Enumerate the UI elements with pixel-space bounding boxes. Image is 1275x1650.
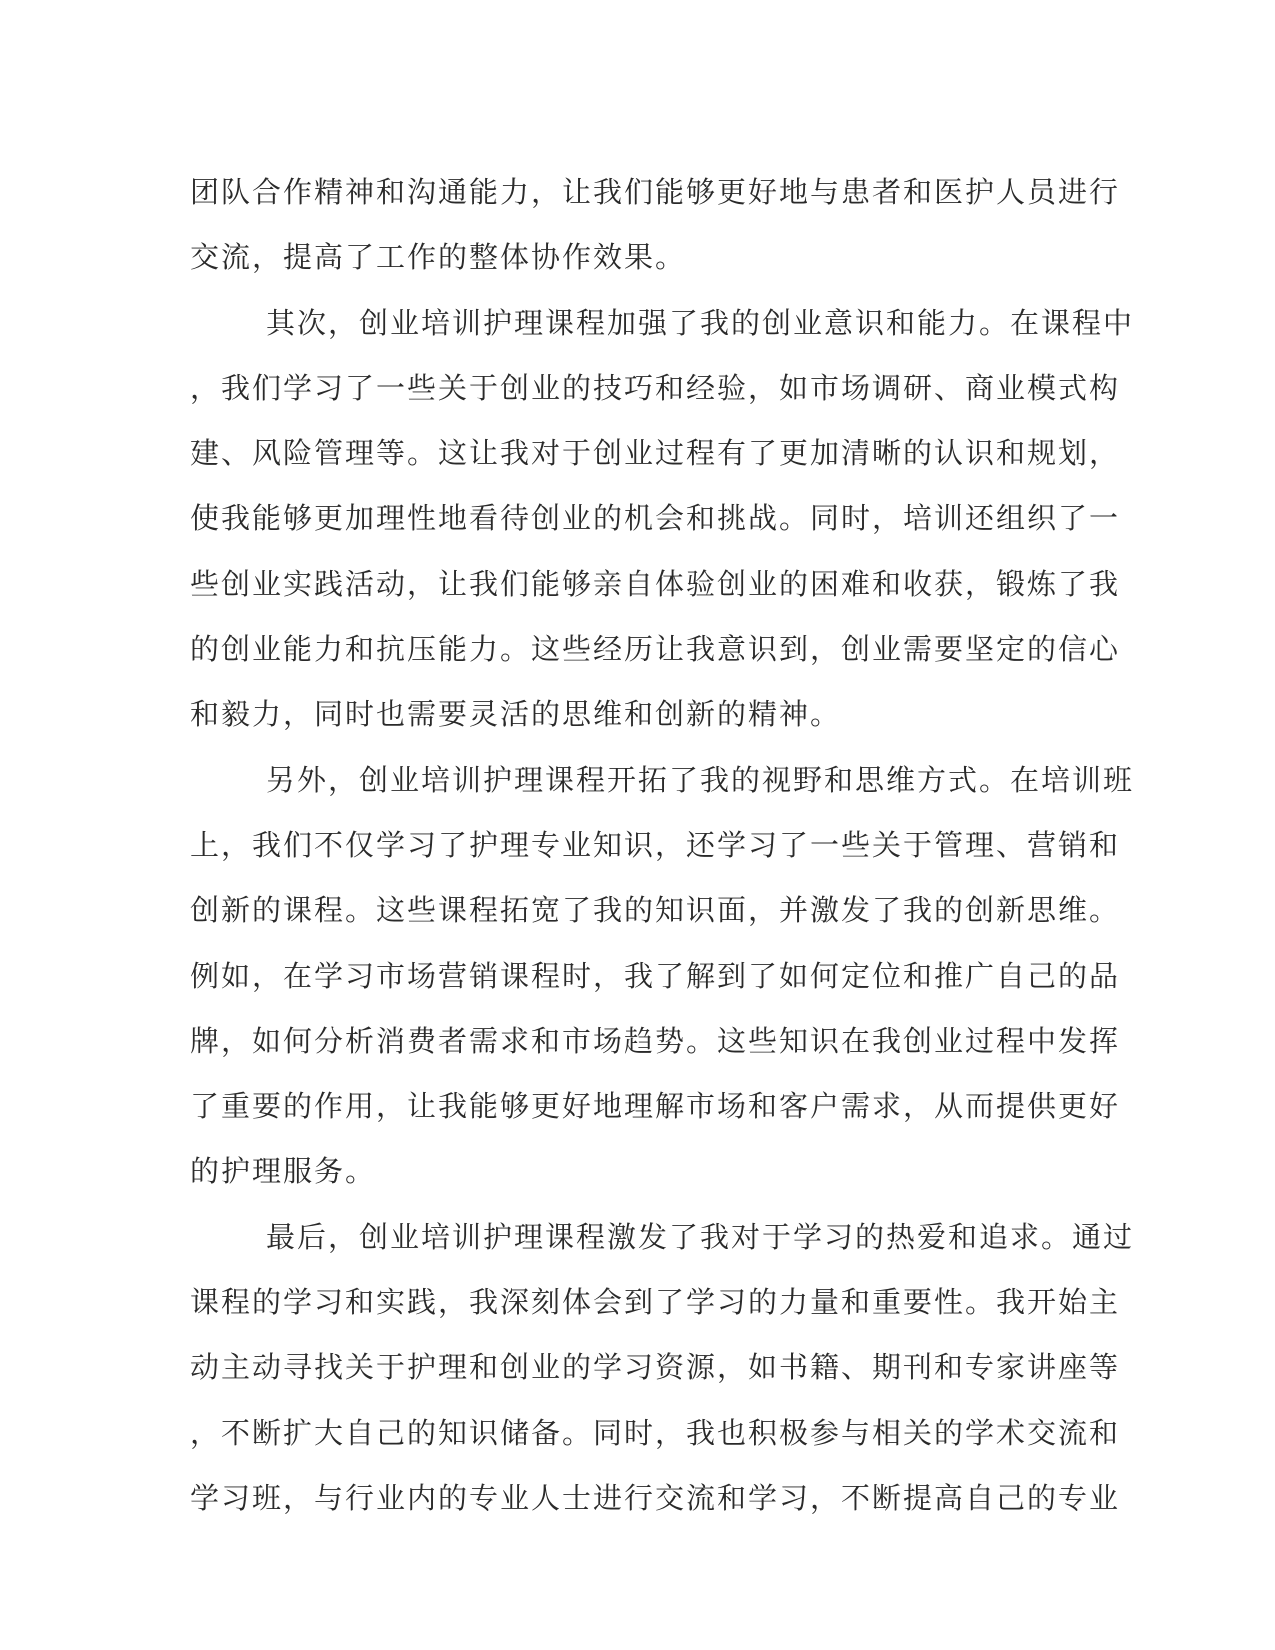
text-line: 团队合作精神和沟通能力，让我们能够更好地与患者和医护人员进行 (190, 175, 1121, 209)
text-line: 些创业实践活动，让我们能够亲自体验创业的困难和收获，锻炼了我 (190, 566, 1121, 601)
text-line: 例如，在学习市场营销课程时，我了解到了如何定位和推广自己的品 (190, 958, 1121, 993)
text-line: 使我能够更加理性地看待创业的机会和挑战。同时，培训还组织了一 (190, 501, 1121, 536)
text-line: 牌，如何分析消费者需求和市场趋势。这些知识在我创业过程中发挥 (190, 1023, 1121, 1058)
text-line: 的创业能力和抗压能力。这些经历让我意识到，创业需要坚定的信心 (190, 632, 1121, 667)
text-line: 课程的学习和实践，我深刻体会到了学习的力量和重要性。我开始主 (190, 1285, 1121, 1320)
text-line: 了重要的作用，让我能够更好地理解市场和客户需求，从而提供更好 (190, 1089, 1121, 1124)
text-line: 上，我们不仅学习了护理专业知识，还学习了一些关于管理、营销和 (190, 827, 1121, 862)
text-line: 建、风险管理等。这让我对于创业过程有了更加清晰的认识和规划， (190, 436, 1121, 471)
text-line: 学习班，与行业内的专业人士进行交流和学习，不断提高自己的专业 (190, 1480, 1121, 1515)
text-line: ，不断扩大自己的知识储备。同时，我也积极参与相关的学术交流和 (190, 1415, 1121, 1450)
text-line: 创新的课程。这些课程拓宽了我的知识面，并激发了我的创新思维。 (190, 893, 1121, 928)
paragraph-start-line: 另外，创业培训护理课程开拓了我的视野和思维方式。在培训班 (266, 762, 1135, 797)
body-text (190, 160, 1135, 1531)
text-line: 的护理服务。 (190, 1154, 377, 1189)
paragraph-start-line: 最后，创业培训护理课程激发了我对于学习的热爱和追求。通过 (266, 1219, 1135, 1254)
text-line: 动主动寻找关于护理和创业的学习资源，如书籍、期刊和专家讲座等 (190, 1350, 1121, 1385)
text-line: 交流，提高了工作的整体协作效果。 (190, 240, 687, 275)
text-line: 和毅力，同时也需要灵活的思维和创新的精神。 (190, 697, 842, 732)
text-line: ，我们学习了一些关于创业的技巧和经验，如市场调研、商业模式构 (190, 370, 1121, 405)
paragraph-start-line: 其次，创业培训护理课程加强了我的创业意识和能力。在课程中 (266, 305, 1135, 340)
